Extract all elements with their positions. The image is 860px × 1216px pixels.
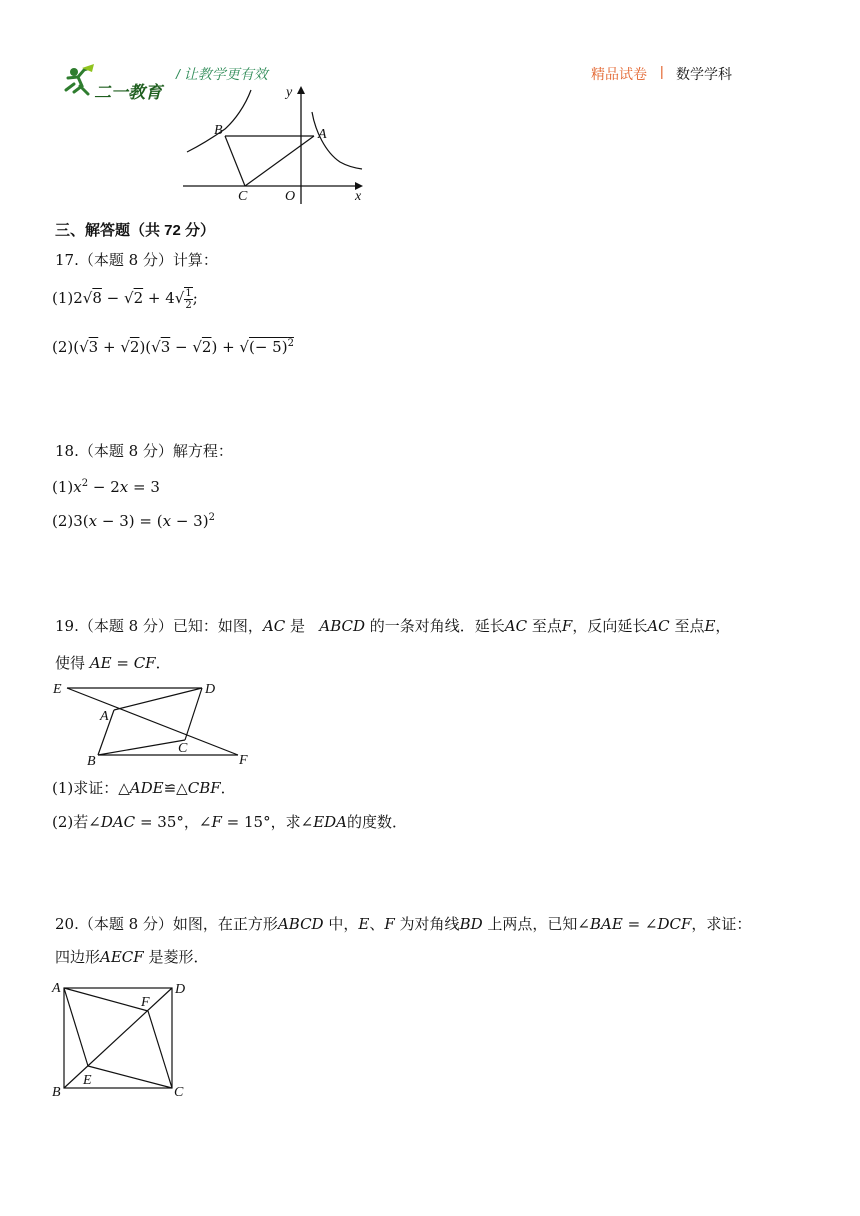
- q17-part1: (1)2√8 − √2 + 4√ $\frac{1}{2}$ ;: [52, 288, 198, 311]
- q19-label-A: A: [100, 709, 109, 724]
- label-A: A: [318, 127, 327, 142]
- q19-stem-g: ，: [715, 617, 731, 635]
- q20-label-F: F: [141, 995, 150, 1010]
- q19-label-B: B: [87, 754, 96, 767]
- q19-part1: (1)求证：△ADE≌△CBF．: [52, 779, 236, 797]
- q19-p1-suffix: ．: [220, 779, 236, 797]
- label-O: O: [285, 189, 296, 204]
- q20-line2-a: 四边形: [55, 948, 101, 966]
- q17-stem: 17.（本题 8 分）计算：: [55, 251, 218, 269]
- label-y: y: [286, 85, 293, 100]
- q19-stem-b: 是: [290, 617, 306, 635]
- q19-stem-e: ，反向延长: [572, 617, 648, 635]
- q19-p2-prefix: (2)若: [52, 813, 89, 831]
- q18-p1-prefix: (1): [52, 478, 74, 496]
- q19-label-E: E: [53, 682, 62, 697]
- q19-stem-f: 至点: [674, 617, 705, 635]
- label-x: x: [355, 189, 362, 204]
- q20-line2: 四边形AECF 是菱形．: [55, 948, 209, 966]
- q20-label-A: A: [52, 981, 61, 996]
- logo-text: 二一教育: [94, 83, 162, 102]
- q19-p2-suffix: 的度数．: [347, 813, 408, 831]
- slogan: / 让教学更有效: [176, 66, 268, 82]
- label-C: C: [238, 189, 248, 204]
- q20-stem-a: 20.（本题 8 分）如图，在正方形: [55, 915, 278, 933]
- q20-label-C: C: [174, 1085, 184, 1100]
- q20-label-D: D: [175, 982, 186, 997]
- q19-stem-a: 19.（本题 8 分）已知：如图，: [55, 617, 263, 635]
- q20-stem-f: ，求证：: [691, 915, 752, 933]
- q17-p1-prefix: (1): [52, 289, 74, 307]
- label-B: B: [214, 123, 223, 138]
- q19-p1-prefix: (1)求证：: [52, 779, 119, 797]
- q19-label-C: C: [178, 741, 188, 756]
- q20-stem-e: 上两点，已知: [487, 915, 578, 933]
- q18-part2: $(2)3(x - 3) = (x - 3)^2$: [52, 512, 215, 530]
- q19-p2-mid: ，: [183, 813, 199, 831]
- header-tag-left: 精品试卷: [591, 66, 647, 82]
- q19-p2-q: ，求: [270, 813, 301, 831]
- q20-label-B: B: [52, 1085, 61, 1100]
- logo: [60, 62, 170, 102]
- q19-label-F: F: [239, 753, 248, 767]
- q20-stem: 20.（本题 8 分）如图，在正方形ABCD 中，E、F 为对角线BD 上两点，已知∠BAE = ∠DCF，求证：: [55, 915, 752, 933]
- header-tag-right: 数学学科: [676, 66, 732, 82]
- q18-p2-prefix: (2): [52, 512, 74, 530]
- q19-label-D: D: [205, 682, 216, 697]
- q19-line2-b: ．: [155, 654, 171, 672]
- parallelogram-figure: [50, 677, 260, 767]
- q20-stem-b: 中，: [328, 915, 359, 933]
- q19-line2: 使得 AE = CF．: [55, 654, 171, 672]
- q20-label-E: E: [83, 1073, 92, 1088]
- q19-line2-a: 使得: [55, 654, 86, 672]
- section-title: 三、解答题（共 72 分）: [55, 222, 216, 239]
- q19-stem: 19.（本题 8 分）已知：如图，AC 是 ABCD 的一条对角线．延长AC 至点F，反向延长AC 至点E，: [55, 617, 731, 635]
- q20-line2-b: 是菱形．: [148, 948, 209, 966]
- q18-part1: $(1)x^2 - 2x = 3$: [52, 478, 160, 496]
- q20-stem-d: 为对角线: [399, 915, 460, 933]
- q19-part2: (2)若∠DAC = 35°，∠F = 15°，求∠EDA的度数．: [52, 813, 408, 831]
- q19-stem-d: 至点: [531, 617, 562, 635]
- square-figure: [48, 978, 198, 1103]
- q17-part2: (2)(√3 + √2)(√3 − √2) + √(− 5)$^2$: [52, 338, 294, 356]
- q17-p2-prefix: (2): [52, 338, 74, 356]
- hyperbola-figure: [175, 82, 375, 207]
- q19-stem-c: 的一条对角线．延长: [369, 617, 505, 635]
- q18-stem: 18.（本题 8 分）解方程：: [55, 442, 233, 460]
- q20-stem-c: 、: [369, 915, 385, 933]
- header-separator: |: [660, 63, 664, 79]
